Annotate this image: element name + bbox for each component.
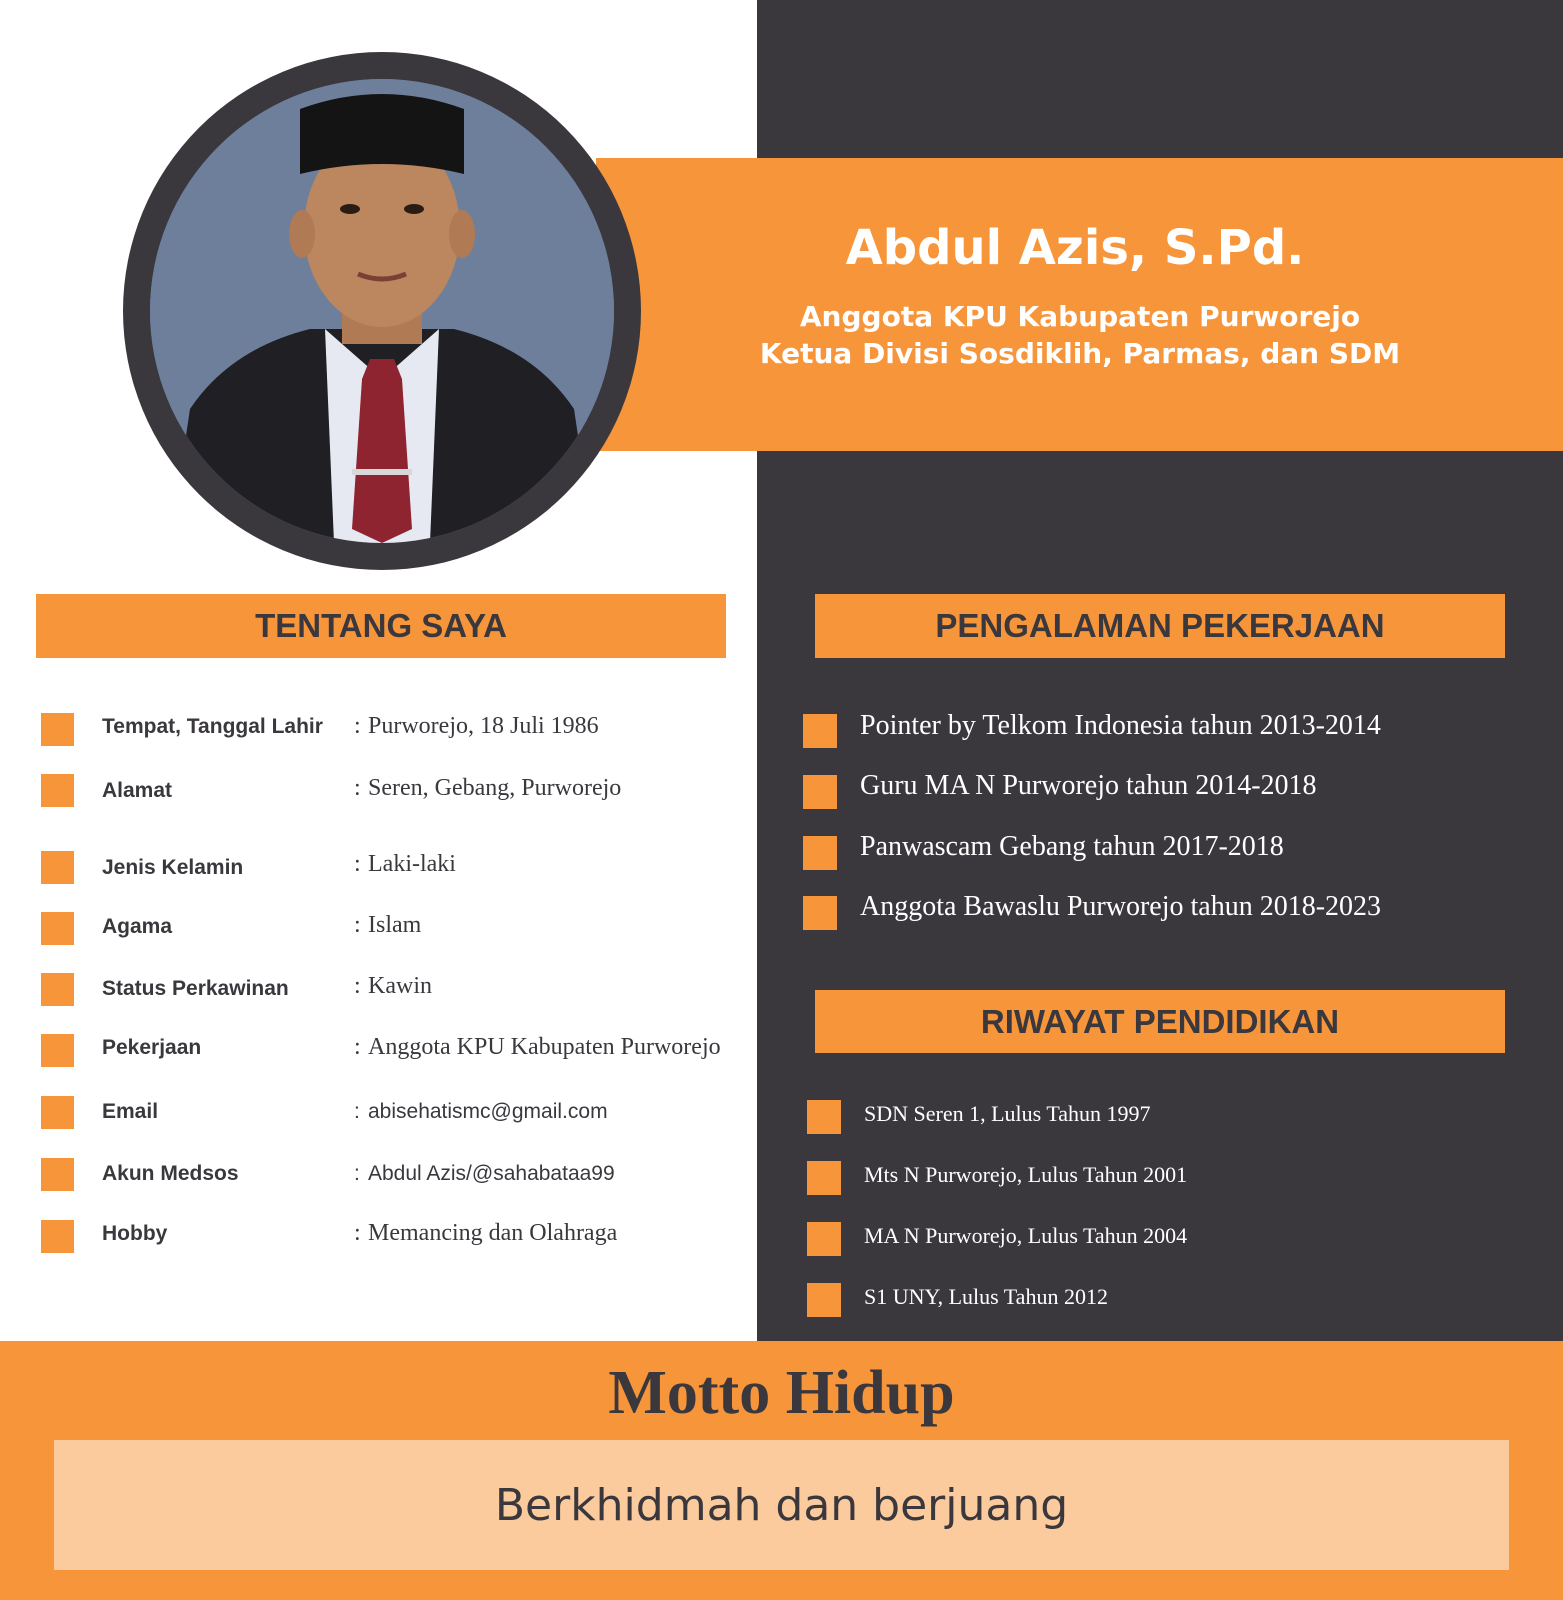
education-heading: RIWAYAT PENDIDIKAN — [815, 990, 1505, 1053]
about-bullet-icon — [41, 912, 74, 945]
about-value-religion: Islam — [368, 912, 422, 938]
about-value-address: Seren, Gebang, Purworejo — [368, 775, 622, 801]
education-bullet-icon — [807, 1100, 841, 1134]
about-bullet-icon — [41, 851, 74, 884]
education-item: S1 UNY, Lulus Tahun 2012 — [864, 1284, 1108, 1309]
about-value-birth: Purworejo, 18 Juli 1986 — [368, 713, 599, 739]
profile-photo — [150, 79, 614, 543]
about-label-occupation: Pekerjaan — [102, 1036, 202, 1059]
work-bullet-icon — [803, 836, 837, 870]
about-separator: : — [354, 775, 361, 801]
education-bullet-icon — [807, 1161, 841, 1195]
about-separator: : — [354, 713, 361, 739]
about-bullet-icon — [41, 1034, 74, 1067]
about-label-gender: Jenis Kelamin — [102, 856, 244, 879]
profile-role-line-1: Anggota KPU Kabupaten Purworejo — [799, 300, 1361, 333]
work-item: Pointer by Telkom Indonesia tahun 2013-2014 — [860, 710, 1381, 741]
about-value-marital-status: Kawin — [368, 973, 432, 999]
about-separator: : — [354, 1220, 361, 1246]
about-separator: : — [354, 1034, 361, 1060]
work-bullet-icon — [803, 714, 837, 748]
motto-box — [54, 1440, 1509, 1570]
profile-role-line-2: Ketua Divisi Sosdiklih, Parmas, dan SDM — [759, 337, 1401, 370]
about-label-marital-status: Status Perkawinan — [102, 977, 289, 1000]
about-separator: : — [354, 912, 361, 938]
about-label-birth: Tempat, Tanggal Lahir — [102, 715, 323, 738]
work-bullet-icon — [803, 896, 837, 930]
education-bullet-icon — [807, 1222, 841, 1256]
about-value-hobby: Memancing dan Olahraga — [368, 1220, 618, 1246]
about-separator: : — [354, 1162, 360, 1185]
education-item: SDN Seren 1, Lulus Tahun 1997 — [864, 1101, 1151, 1126]
about-heading: TENTANG SAYA — [36, 594, 726, 658]
about-bullet-icon — [41, 1096, 74, 1129]
work-item: Panwascam Gebang tahun 2017-2018 — [860, 831, 1284, 862]
about-label-email: Email — [102, 1100, 159, 1123]
about-bullet-icon — [41, 713, 74, 746]
about-value-occupation: Anggota KPU Kabupaten Purworejo — [368, 1034, 721, 1060]
education-item: MA N Purworejo, Lulus Tahun 2004 — [864, 1223, 1188, 1248]
about-value-social-media: Abdul Azis/@sahabataa99 — [368, 1162, 615, 1185]
about-value-email: abisehatismc@gmail.com — [368, 1100, 608, 1123]
profile-name: Abdul Azis, S.Pd. — [845, 220, 1305, 276]
about-bullet-icon — [41, 1220, 74, 1253]
about-value-gender: Laki-laki — [368, 851, 456, 877]
about-bullet-icon — [41, 973, 74, 1006]
about-label-social-media: Akun Medsos — [102, 1162, 239, 1185]
about-label-religion: Agama — [102, 915, 173, 938]
motto-text: Berkhidmah dan berjuang — [494, 1479, 1069, 1531]
about-bullet-icon — [41, 774, 74, 807]
about-label-address: Alamat — [102, 779, 173, 802]
about-bullet-icon — [41, 1158, 74, 1191]
about-label-hobby: Hobby — [102, 1222, 168, 1245]
education-bullet-icon — [807, 1283, 841, 1317]
about-separator: : — [354, 973, 361, 999]
work-item: Guru MA N Purworejo tahun 2014-2018 — [860, 770, 1317, 801]
work-heading: PENGALAMAN PEKERJAAN — [815, 594, 1505, 658]
motto-title: Motto Hidup — [608, 1359, 955, 1427]
work-bullet-icon — [803, 775, 837, 809]
about-separator: : — [354, 851, 361, 877]
about-separator: : — [354, 1100, 360, 1123]
education-item: Mts N Purworejo, Lulus Tahun 2001 — [864, 1162, 1188, 1187]
work-item: Anggota Bawaslu Purworejo tahun 2018-2023 — [860, 891, 1382, 922]
